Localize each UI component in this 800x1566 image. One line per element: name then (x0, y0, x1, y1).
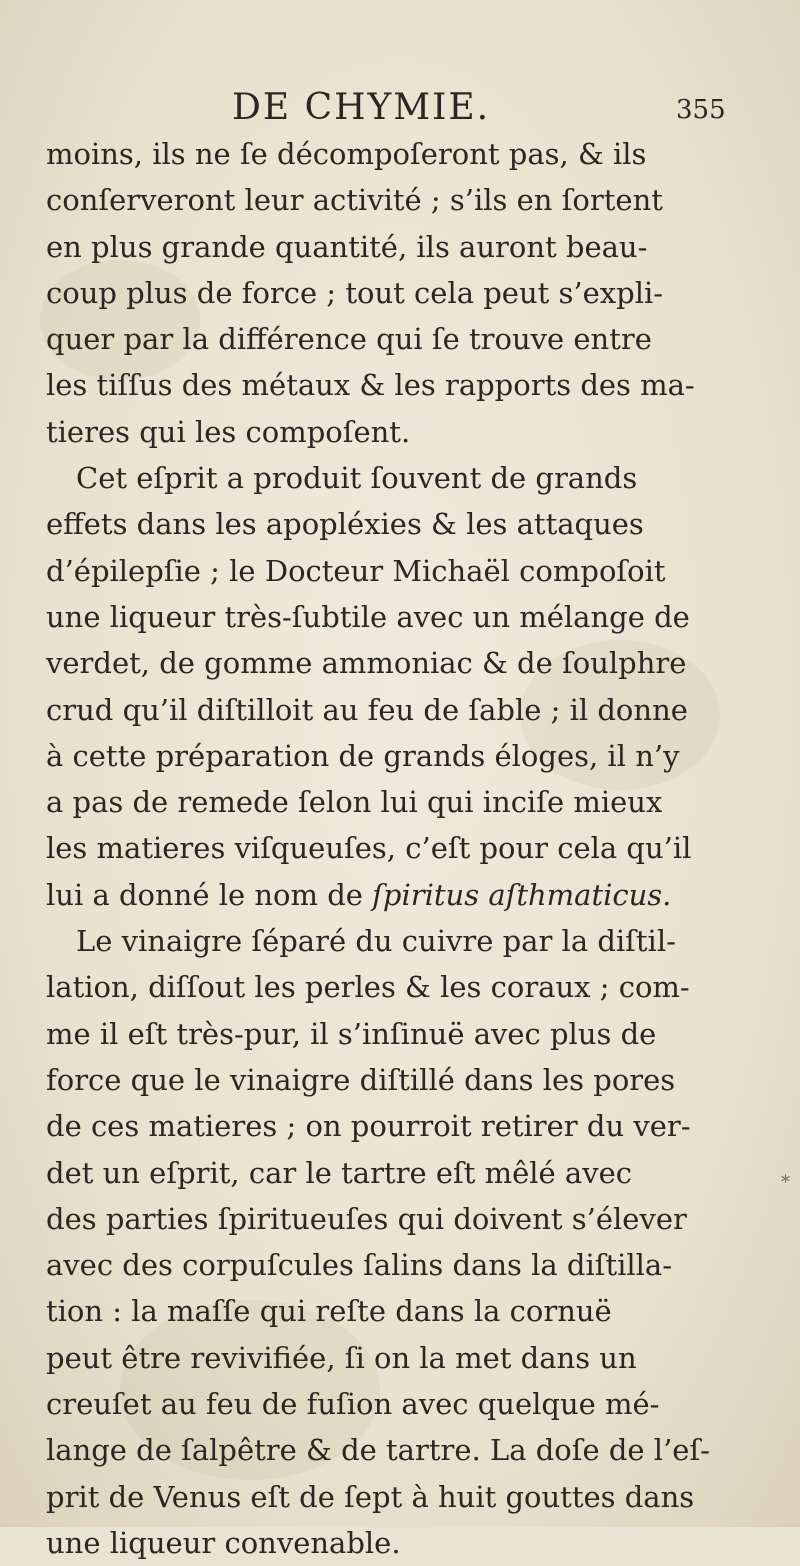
text-line: moins, ils ne ſe décompoſeront pas, & ils (46, 137, 647, 171)
paragraph-start-line: Cet eſprit a produit ſouvent de grands (76, 461, 638, 496)
text-line: les matieres viſqueuſes, c’eſt pour cela qu’il (46, 831, 692, 866)
text-segment: lui a donné le nom de (46, 877, 363, 912)
text-line: force que le vinaigre diſtillé dans les pores (46, 1062, 676, 1097)
text-line: det un eſprit, car le tartre eſt mêlé avec (46, 1155, 632, 1190)
page-number: 355 (676, 95, 726, 125)
body-text (46, 131, 766, 1566)
latin-term: ſpiritus aſthmaticus. (372, 877, 672, 912)
text-line: lation, diſſout les perles & les coraux ; com- (46, 970, 690, 1005)
text-line: creuſet au feu de fuſion avec quelque mé- (46, 1387, 660, 1422)
text-line: peut être revivifiée, ſi on la met dans un (46, 1340, 637, 1375)
text-line: tion : la maſſe qui reſte dans la cornuë (46, 1294, 612, 1329)
text-line: crud qu’il diſtilloit au feu de ſable ; il donne (46, 692, 688, 727)
running-head: DE CHYMIE. (232, 87, 491, 128)
paragraph-start-line: Le vinaigre ſéparé du cuivre par la diſtil- (76, 924, 676, 959)
text-line-with-latin (46, 872, 766, 918)
margin-mark: * (781, 1172, 790, 1193)
text-line: conſerveront leur activité ; s’ils en ſortent (46, 183, 663, 218)
text-line: me il eſt très-pur, il s’inſinuë avec plus de (46, 1016, 657, 1051)
text-line: les tiſſus des métaux & les rapports des ma- (46, 368, 695, 403)
text-line: coup plus de force ; tout cela peut s’expli- (46, 275, 664, 310)
text-line: avec des corpuſcules ſalins dans la diſtilla- (46, 1248, 673, 1283)
text-line: d’épilepſie ; le Docteur Michaël compoſoit (46, 553, 666, 588)
text-line: a pas de remede ſelon lui qui inciſe mieux (46, 785, 663, 820)
text-line: effets dans les apopléxies & les attaques (46, 507, 644, 542)
text-line: tieres qui les compoſent. (46, 414, 411, 449)
text-line: prit de Venus eſt de ſept à huit gouttes dans (46, 1479, 695, 1514)
text-line: des parties ſpiritueuſes qui doivent s’élever (46, 1201, 687, 1236)
text-line: verdet, de gomme ammoniac & de ſoulphre (46, 646, 687, 681)
text-line: de ces matieres ; on pourroit retirer du ver- (46, 1109, 691, 1144)
text-line: une liqueur très-ſubtile avec un mélange de (46, 599, 690, 634)
text-line: en plus grande quantité, ils auront beau- (46, 229, 648, 264)
text-line: quer par la différence qui ſe trouve entre (46, 322, 652, 357)
text-line: à cette préparation de grands éloges, il n’y (46, 738, 680, 773)
text-line: une liqueur convenable. (46, 1525, 401, 1560)
text-line: lange de ſalpêtre & de tartre. La doſe de l’eſ- (46, 1433, 710, 1468)
page-header (0, 88, 800, 128)
